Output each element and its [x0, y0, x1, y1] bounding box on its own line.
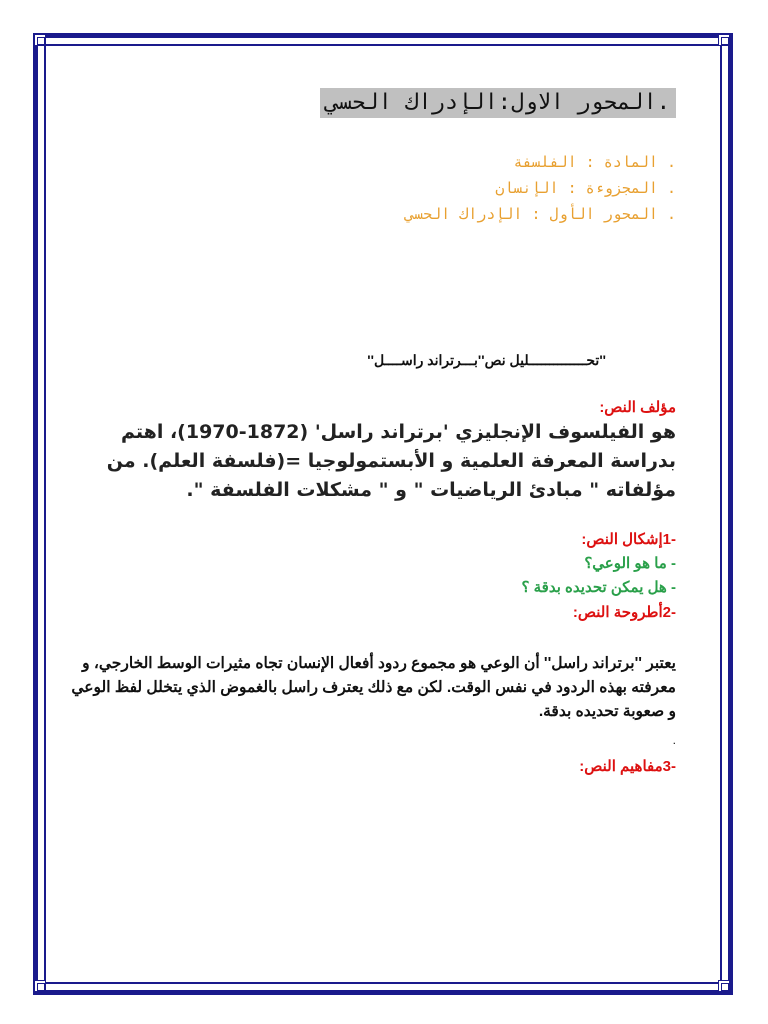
- border-corner-ornament: [34, 980, 46, 992]
- border-corner-ornament: [34, 34, 46, 46]
- author-paragraph: هو الفيلسوف الإنجليزي 'برتراند راسل' (1872-1970)، اهتم بدراسة المعرفة العلمية و الأبستمولوجيا =(فلسفة العلم). من مؤلفاته " مبادئ الرياضيات " و " مشكلات الفلسفة ".: [106, 421, 676, 501]
- border-corner-ornament: [718, 34, 730, 46]
- main-title: .المحور الاول:الإدراك الحسي: [320, 88, 676, 118]
- meta-axis: . المحور الأول : الإدراك الحسي: [405, 205, 676, 223]
- separator-dot: .: [672, 733, 676, 747]
- problem-heading: -1إشكال النص:: [581, 531, 676, 548]
- meta-module: . المجزوءة : الإنسان: [495, 179, 676, 197]
- question-item: - هل يمكن تحديده بدقة ؟: [521, 579, 676, 596]
- question-item: - ما هو الوعي؟: [584, 555, 676, 572]
- concepts-heading: -3مفاهيم النص:: [579, 758, 676, 775]
- border-corner-ornament: [718, 980, 730, 992]
- thesis-heading: -2أطروحة النص:: [572, 604, 676, 621]
- thesis-paragraph: يعتبر ''برتراند راسل'' أن الوعي هو مجموع ردود أفعال الإنسان تجاه مثيرات الوسط الخارجي، و معرفته بهذه الردود في نفس الوقت. لكن مع ذلك يعترف راسل بالغموض الذي يتخلل لفظ الوعي و صعوبة تحديده بدقة.: [71, 655, 676, 720]
- meta-subject: . المادة : الفلسفة: [513, 153, 676, 171]
- author-heading: مؤلف النص:: [599, 399, 676, 416]
- analysis-title: ''تحــــــــــــــليل نص''بـــرتراند راســــل'': [367, 352, 606, 368]
